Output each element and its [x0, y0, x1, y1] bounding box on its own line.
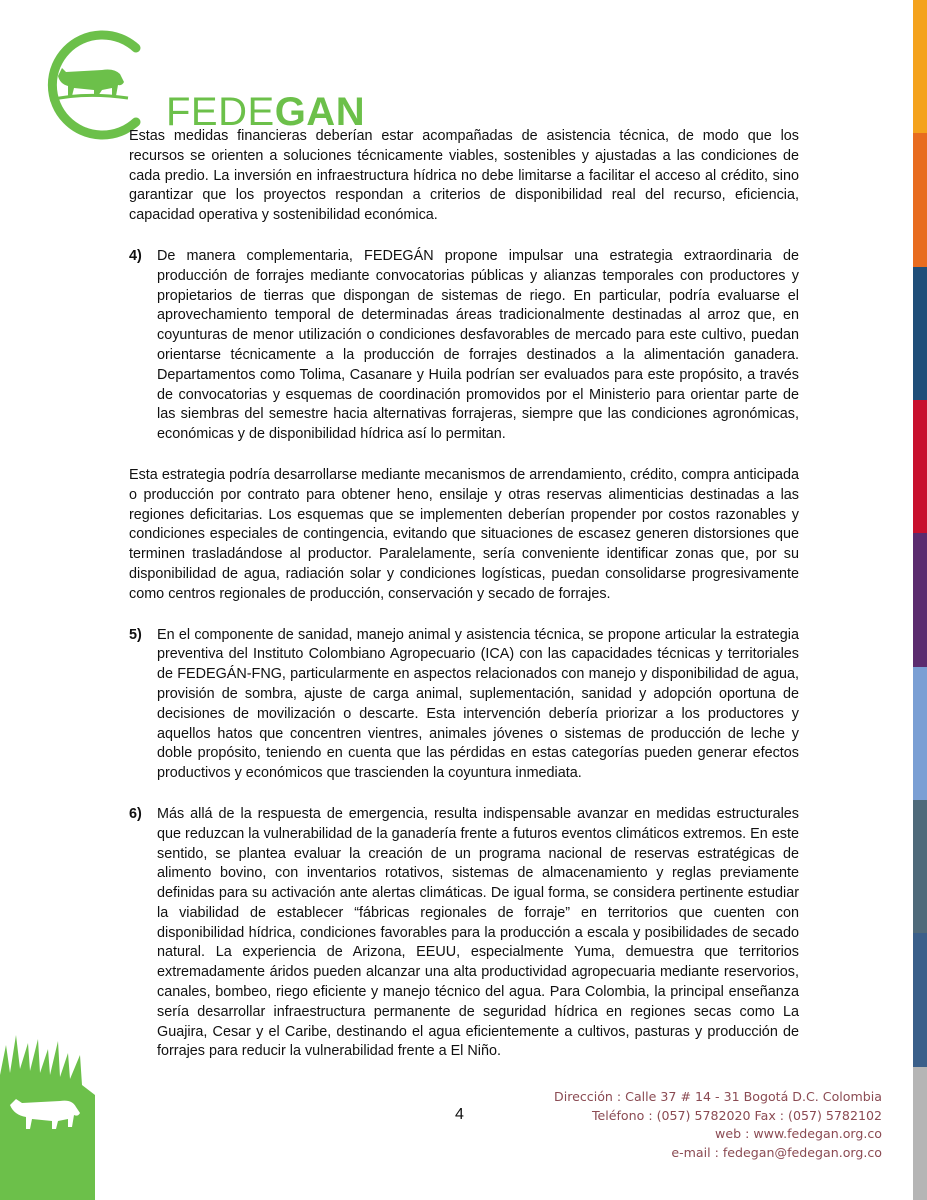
decorative-color-stripes — [913, 0, 927, 1200]
stripe — [913, 933, 927, 1066]
item-number: 6) — [129, 805, 142, 822]
page-number: 4 — [455, 1106, 464, 1123]
fedegan-logo — [24, 30, 366, 140]
paragraph-intro: Estas medidas financieras deberían estar acompañadas de asistencia técnica, de modo que los recursos se orienten a soluciones técnicamente viables, sostenibles y ajustadas a las condiciones de cada predio. La inversión en infraestructura hídrica no debe limitarse a facilitar el acceso al crédito, sino garantizar que los proyectos respondan a criterios de disponibilidad real del recurso, eficiencia, capacidad operativa y sostenibilidad económica. — [129, 128, 799, 224]
stripe — [913, 1067, 927, 1200]
list-item-4 — [129, 247, 799, 445]
list-item-5 — [129, 626, 799, 784]
logo-ring-icon — [24, 30, 164, 140]
paragraph-strategy: Esta estrategia podría desarrollarse mediante mecanismos de arrendamiento, crédito, compra anticipada o producción por contrato para obtener heno, ensilaje y otras reservas alimenticias destinadas a las regiones deficitarias. Los esquemas que se implementen deberían propender por costos razonables y condiciones especiales de contingencia, evitando que situaciones de escasez generen distorsiones que terminen trasladándose al productor. Paralelamente, sería conveniente identificar zonas que, por su disponibilidad de agua, radiación solar y condiciones logísticas, puedan consolidarse progresivamente como centros regionales de producción, conservación y secado de forrajes. — [129, 466, 799, 602]
footer-address: Dirección : Calle 37 # 14 - 31 Bogotá D.C. Colombia — [554, 1089, 882, 1104]
stripe — [913, 133, 927, 266]
list-item-6 — [129, 805, 799, 1062]
logo-text-light: FEDE — [166, 90, 275, 134]
footer-email[interactable]: e-mail : fedegan@fedegan.org.co — [671, 1144, 882, 1160]
footer-web[interactable]: web : www.fedegan.org.co — [715, 1126, 882, 1141]
item-number: 4) — [129, 247, 142, 264]
stripe — [913, 800, 927, 933]
item-number: 5) — [129, 626, 142, 643]
item-text: En el componente de sanidad, manejo animal y asistencia técnica, se propone articular la estrategia preventiva del Instituto Colombiano Agropecuario (ICA) con las capacidades técnicas y territoriales de FEDEGÁN-FNG, particularmente en aspectos relacionados con manejo y disponibilidad de agua, provisión de sombra, ajuste de carga animal, suplementación, sanidad y adopción oportuna de decisiones de movilización o descarte. Esta intervención debería priorizar a los productores y aquellos hatos que concentren vientres, animales jóvenes o sistemas de producción de leche y doble propósito, teniendo en cuenta que las pérdidas en estas categorías pueden generar efectos productivos y económicos que trascienden la coyuntura inmediata. — [157, 626, 799, 782]
footer-contact — [554, 1088, 882, 1162]
logo-text-bold: GAN — [274, 90, 366, 134]
grass-cow-decoration-icon — [0, 1035, 95, 1200]
item-text: Más allá de la respuesta de emergencia, resulta indispensable avanzar en medidas estructurales que reduzcan la vulnerabilidad de la ganadería frente a futuros eventos climáticos extremos. En este sentido, se plantea evaluar la creación de un programa nacional de reservas estratégicas de alimento bovino, con inventarios rotativos, sistemas de almacenamiento y reglas previamente definidas para su activación ante alertas climáticas. De igual forma, se considera pertinente estudiar la viabilidad de establecer “fábricas regionales de forraje” en territorios que cuenten con disponibilidad hídrica, condiciones favorables para la producción a escala y posibilidades de secado natural. La experiencia de Arizona, EEUU, especialmente Yuma, demuestra que territorios extremadamente áridos pueden alcanzar una alta productividad agropecuaria mediante reservorios, canales, bombeo, riego eficiente y manejo técnico del agua. Para Colombia, la principal enseñanza sería desarrollar infraestructura permanente de seguridad hídrica en regiones secas como La Guajira, Cesar y el Caribe, destinando el agua eficientemente a cultivos, pasturas y producción de forrajes para reducir la vulnerabilidad frente a El Niño. — [157, 805, 799, 1060]
stripe — [913, 0, 927, 133]
stripe — [913, 533, 927, 666]
stripe — [913, 267, 927, 400]
stripe — [913, 400, 927, 533]
stripe — [913, 667, 927, 800]
footer-phone: Teléfono : (057) 5782020 Fax : (057) 5782102 — [591, 1107, 882, 1123]
document-body — [129, 127, 799, 1083]
item-text: De manera complementaria, FEDEGÁN propone impulsar una estrategia extraordinaria de producción de forrajes mediante convocatorias públicas y alianzas temporales con productores y propietarios de tierras que dispongan de sistemas de riego. En particular, podría evaluarse el aprovechamiento temporal de determinadas áreas tradicionalmente destinadas al arroz que, en coyunturas de menor utilización o condiciones desfavorables de mercado para este cultivo, puedan orientarse técnicamente a la producción de forrajes destinados a la alimentación ganadera. Departamentos como Tolima, Casanare y Huila podrían ser evaluados para este propósito, a través de convocatorias y esquemas de coordinación promovidos por el Ministerio para orientar parte de las siembras del semestre hacia alternativas forrajeras, siempre que las condiciones agronómicas, económicas y de disponibilidad hídrica así lo permitan. — [157, 247, 799, 443]
